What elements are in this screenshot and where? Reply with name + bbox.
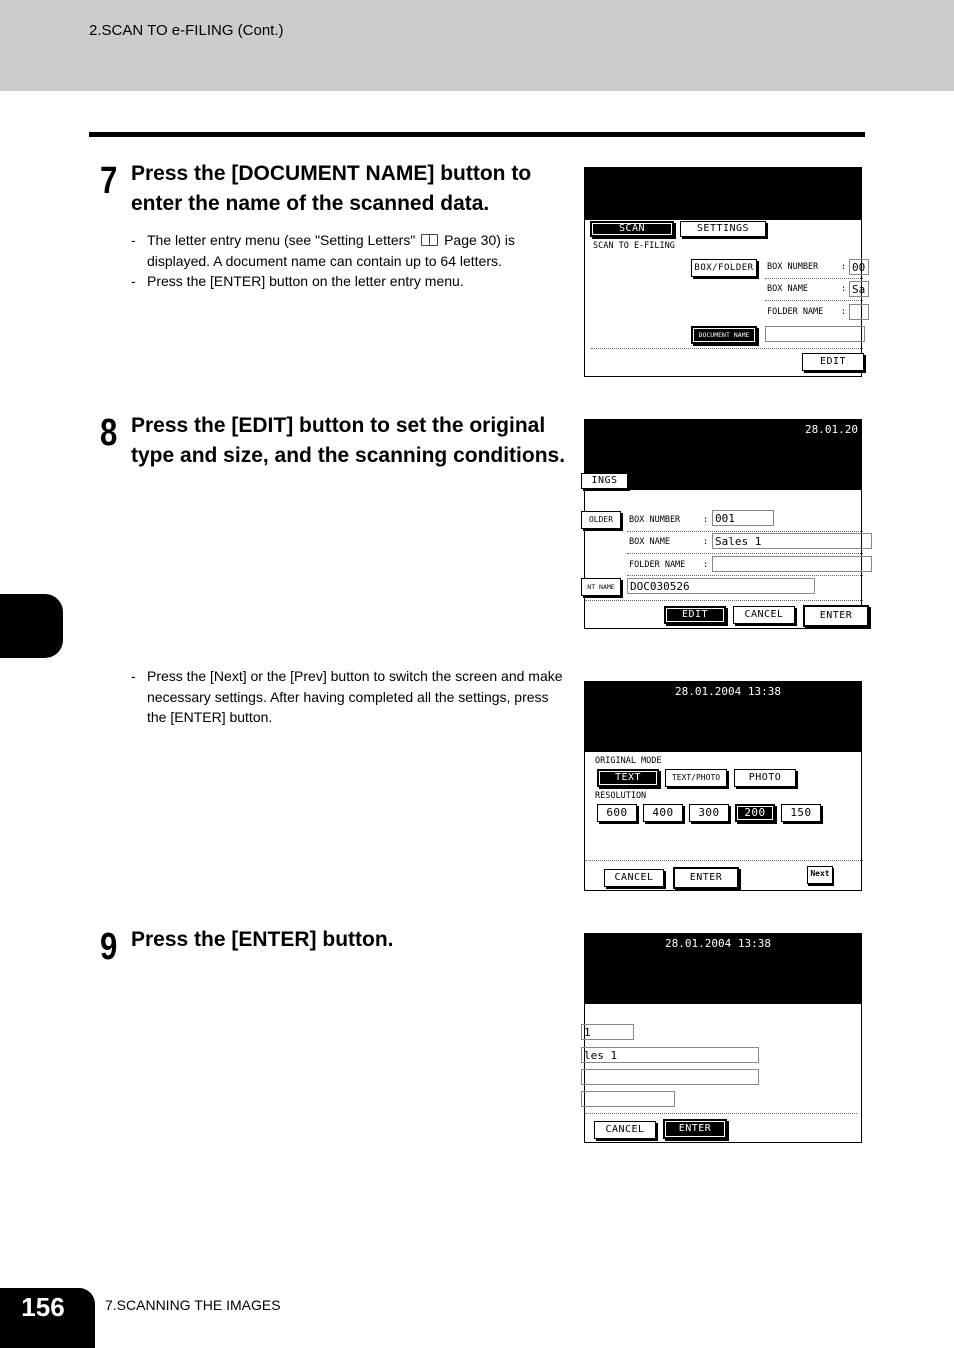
- running-header: 2.SCAN TO e-FILING (Cont.): [89, 22, 284, 39]
- cancel-button[interactable]: CANCEL: [594, 1121, 656, 1139]
- enter-button[interactable]: ENTER: [803, 605, 869, 627]
- text-mode-button[interactable]: TEXT: [597, 769, 659, 787]
- screen-status-bar: [585, 168, 861, 220]
- screen-scan-to-efiling: SCAN SETTINGS SCAN TO E-FILING BOX/FOLDER BOX NUMBER : 00 BOX NAME : Sa FOLDER NAME : DOCUMENT NAME EDIT: [584, 167, 862, 377]
- enter-button[interactable]: ENTER: [673, 867, 739, 889]
- screen-confirm-enter: [584, 933, 862, 1143]
- step-8-notes: [131, 666, 571, 728]
- resolution-150-button[interactable]: 150: [781, 804, 821, 822]
- box-folder-button[interactable]: OLDER: [581, 511, 621, 529]
- screen-clock: 28.01.2004 13:38: [675, 685, 781, 698]
- document-name-field[interactable]: [765, 326, 865, 342]
- scan-tab[interactable]: SCAN: [590, 221, 674, 237]
- box-name-value: Sa: [849, 281, 869, 297]
- box-name-label: BOX NAME: [629, 537, 670, 547]
- settings-tab[interactable]: SETTINGS: [680, 221, 766, 237]
- resolution-label: RESOLUTION: [595, 791, 647, 801]
- next-button[interactable]: Next: [807, 866, 833, 884]
- edit-button[interactable]: EDIT: [802, 353, 864, 371]
- cancel-button[interactable]: CANCEL: [604, 869, 664, 887]
- chapter-tab: [0, 594, 63, 658]
- step-9-title: Press the [ENTER] button.: [131, 928, 394, 951]
- resolution-400-button[interactable]: 400: [643, 804, 683, 822]
- screen-scan-settings: [584, 681, 862, 891]
- enter-button[interactable]: ENTER: [663, 1119, 727, 1139]
- resolution-300-button[interactable]: 300: [689, 804, 729, 822]
- box-folder-button[interactable]: BOX/FOLDER: [691, 259, 757, 277]
- document-name-button[interactable]: NT NAME: [581, 578, 621, 596]
- screen-clock: 28.01.20: [805, 423, 858, 436]
- box-number-label: BOX NUMBER: [767, 262, 819, 272]
- step-8-note-1: - Press the [Next] or the [Prev] button to switch the screen and make necessary settings. After having completed all the settings, press the [ENTER] button.: [131, 666, 571, 728]
- screen-heading: SCAN TO E-FILING: [593, 241, 675, 251]
- folder-name-label: FOLDER NAME: [629, 560, 686, 570]
- section-rule: [89, 132, 865, 137]
- manual-reference-icon: [421, 234, 438, 246]
- cancel-button[interactable]: CANCEL: [733, 606, 795, 624]
- resolution-200-button[interactable]: 200: [735, 804, 775, 822]
- header-band: [0, 0, 954, 91]
- box-number-value: 00: [849, 259, 869, 275]
- document-name-button[interactable]: DOCUMENT NAME: [691, 326, 757, 344]
- folder-name-label: FOLDER NAME: [767, 307, 824, 317]
- folder-name-value: [712, 556, 872, 572]
- box-name-value: Sales 1: [712, 533, 872, 549]
- step-number-8: 8: [100, 412, 118, 454]
- text-photo-mode-button[interactable]: TEXT/PHOTO: [665, 769, 727, 787]
- step-7-note-2: - Press the [ENTER] button on the letter entry menu.: [131, 271, 571, 292]
- step-7-title: Press the [DOCUMENT NAME] button to enter the name of the scanned data.: [131, 162, 532, 215]
- original-mode-label: ORIGINAL MODE: [595, 756, 662, 766]
- document-name-value[interactable]: DOC030526: [627, 578, 815, 594]
- step-8-title: Press the [EDIT] button to set the original type and size, and the scanning conditions.: [131, 414, 566, 467]
- edit-button[interactable]: EDIT: [664, 606, 726, 624]
- settings-tab[interactable]: INGS: [581, 473, 628, 489]
- photo-mode-button[interactable]: PHOTO: [734, 769, 796, 787]
- page-number: 156: [21, 1292, 65, 1322]
- document-name-field[interactable]: [581, 1091, 675, 1107]
- folder-name-value: [581, 1069, 759, 1085]
- folder-name-value: [849, 304, 869, 320]
- chapter-title: 7.SCANNING THE IMAGES: [105, 1297, 281, 1313]
- box-number-label: BOX NUMBER: [629, 515, 681, 525]
- step-7-notes: [131, 230, 571, 292]
- box-number-value: 001: [712, 510, 774, 526]
- step-number-9: 9: [100, 926, 118, 968]
- box-name-value: les 1: [581, 1047, 759, 1063]
- screen-clock: 28.01.2004 13:38: [665, 937, 771, 950]
- resolution-600-button[interactable]: 600: [597, 804, 637, 822]
- screen-document-name-entered: 28.01.20 INGS OLDER BOX NUMBER : 001 BOX NAME : Sales 1 FOLDER NAME : NT NAME DOC030526 EDIT CANCEL ENTER: [584, 419, 862, 629]
- box-name-label: BOX NAME: [767, 284, 808, 294]
- step-number-7: 7: [100, 160, 118, 202]
- step-7-note-1: - The letter entry menu (see "Setting Letters" Page 30) is displayed. A document name can contain up to 64 letters.: [131, 230, 571, 271]
- box-number-value: 1: [581, 1024, 634, 1040]
